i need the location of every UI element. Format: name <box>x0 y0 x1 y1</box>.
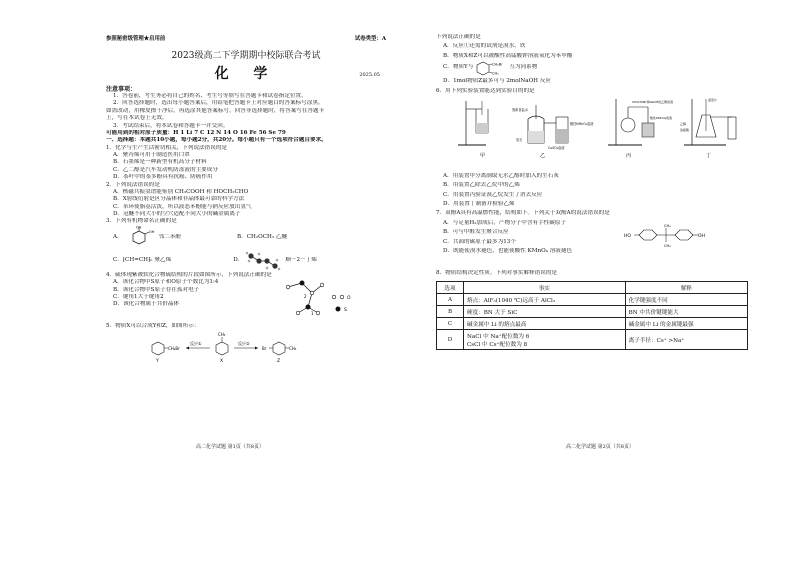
q5c-ch3: CH₃ <box>492 71 500 76</box>
row-c-fact: 碱金属中 Li 的熔点最高 <box>464 318 626 330</box>
q7-block <box>436 220 760 268</box>
q5-reaction-scheme <box>106 331 346 365</box>
notice-2b: 如需改动，用橡皮擦干净后，再选涂其他答案标号。回答非选择题时，将答案写在答题卡 <box>106 107 325 114</box>
q2-option-d: D．冠醚不同大小的空穴适配不同大小的碱金属离子 <box>113 211 241 217</box>
q8-stem: 8．物质结构决定性质。下列对事实解释错误的是 <box>436 269 558 276</box>
apparatus-ding <box>680 97 736 159</box>
row-c-explanation: 碱金属中 Li 的金属键最强 <box>625 318 747 330</box>
q7-option-a: A．与足量H₂加成后，产物分子中含有手性碳原子 <box>443 219 567 226</box>
q5-y-ch2br: CH₂Br <box>168 345 180 351</box>
row-a-option: A <box>437 294 464 306</box>
confidentiality-label: 参照秘密级管理★启用前 <box>106 36 166 42</box>
label-bing: 丙 <box>626 152 632 159</box>
label-jia: 甲 <box>480 152 486 159</box>
bing-reagent: CH₃CH₂Br和NaOH的乙醇溶液 <box>632 99 674 104</box>
row-d-fact <box>464 330 626 350</box>
q4-option-c: C．键角1大于键角2 <box>113 293 164 300</box>
label-yi: 乙 <box>540 152 546 159</box>
col-explanation: 解释 <box>625 282 747 294</box>
q6-stem: 6．用下列实验装置能达到实验目的的是 <box>436 87 535 94</box>
q8-table-header <box>437 282 748 294</box>
q7-option-c: C．共面的碳原子最多为13个 <box>443 238 516 245</box>
row-d-fact-1: NaCl 中 Na⁺配位数为 6 <box>467 333 530 340</box>
q3-d-ball-stick-model <box>243 250 283 272</box>
notice-1: 1．答卷前，考生务必将自己的姓名、考生号等填写在答题卡和试卷指定位置。 <box>113 93 307 99</box>
q7-oh: OH <box>698 233 705 239</box>
subject-row <box>106 61 386 83</box>
q4-legend-o: O <box>347 296 351 302</box>
subject-title: 化 学 <box>214 66 278 82</box>
q7-ho: HO <box>624 233 631 239</box>
q1-stem: 1．化学与生产生活密切相关，下列说法错误的是 <box>106 144 228 151</box>
svg-text:OH: OH <box>148 229 155 234</box>
q6-option-c: C．用装置丙验证溴乙烷发生了消去反应 <box>443 191 543 198</box>
q7-bisphenol-a-structure <box>622 220 722 250</box>
q5-z-br: Br <box>262 345 267 351</box>
q1-option-d: D．茶叶中的茶多酚具有抗癌、防癌作用 <box>113 174 213 181</box>
q3-row-cd <box>106 250 386 272</box>
q5-z-ch3: CH₃ <box>289 345 297 351</box>
q5-option-b: B．物质X和Z可以被酸性高锰酸钾溶液氧化为苯甲酸 <box>443 52 573 59</box>
q3-a-label: A． <box>113 234 123 241</box>
row-b-fact: 硬度：BN 大于 SiC <box>464 306 626 318</box>
footer-page-2: 高二化学试题 第2页（共8页） <box>566 444 634 450</box>
q4-angle-2: 2 <box>304 294 307 300</box>
q1-option-c: C．乙二醇是汽车发动机防冻液的主要成分 <box>113 166 218 173</box>
paper-type: 试卷类型：A <box>354 36 386 42</box>
ding-sulfuric: 浓硫酸 <box>680 127 690 132</box>
yi-saturated-brine: 饱和食盐水 <box>512 107 528 112</box>
row-c-option: C <box>437 318 464 330</box>
section-1-heading: 一、选择题：本题共10小题，每小题2分，共20分。每小题只有一个选项符合题目要求。 <box>106 137 327 144</box>
q6-option-b: B．用装置乙除去乙烷中的乙烯 <box>443 182 520 189</box>
yi-calcium-carbide: 电石 <box>516 137 523 142</box>
q3-a-oh: OH <box>135 225 142 230</box>
q2-option-a: A．核磁共振氢谱能鉴别 CH₃COOH 和 HOCH₂CHO <box>113 188 249 195</box>
q4-structure-diagram <box>278 273 358 319</box>
row-d-option: D <box>437 330 464 350</box>
q4-legend-s: S <box>344 308 347 314</box>
q5-option-c-tail: 互为同系物 <box>509 64 538 71</box>
q2-option-b: B．X射线衍射是区分晶体和非晶体最可靠的科学方法 <box>113 196 245 203</box>
q3-a-structure <box>123 226 157 250</box>
label-ding: 丁 <box>706 152 712 159</box>
notice-3: 3．考试结束后，将本试卷和答题卡一并交回。 <box>113 122 229 129</box>
table-row <box>437 330 748 350</box>
q2-option-c: C．革环使脂基活泼，所以液态苯酚能与钠反应放出氢气 <box>113 203 252 210</box>
page-header <box>106 34 386 42</box>
q3-option-c: C．⁅CH=CH⁆ₙ 聚乙烯 <box>113 257 172 264</box>
q5-reaction-2: 反应② <box>238 340 250 346</box>
atomic-masses: 可能用到的相对原子质量：H 1 Li 7 C 12 N 14 O 16 Fe 56 Se 79 <box>106 129 286 136</box>
table-row <box>437 294 748 306</box>
q5-stem: 5．物质X可以合成Y和Z，如图所示： <box>106 323 200 330</box>
notice-2c: 上，写在本试卷上无效。 <box>106 115 168 122</box>
q6-apparatus-figure <box>436 95 756 167</box>
table-row <box>437 306 748 318</box>
ding-ethanol: 乙醇 <box>680 121 687 126</box>
q5-reaction-1: 反应① <box>190 340 202 346</box>
table-row <box>437 318 748 330</box>
yi-kmno4: 酸性KMnO₄溶液 <box>570 121 594 126</box>
q7-stem: 7．双酚A具有高温燃性能，结构如下。下列关于双酚A的说法错误的是 <box>436 210 610 217</box>
bing-kmno4: 酸性KMnO₄溶液 <box>650 115 673 120</box>
yi-cuso4: CuSO₄溶液 <box>548 145 565 150</box>
q4-option-d: D．该化合物属于共价晶体 <box>113 301 180 308</box>
row-b-explanation: BN 中共价键键能大 <box>625 306 747 318</box>
apparatus-bing <box>608 99 673 159</box>
q3-d-label: D． <box>233 257 244 264</box>
q4-block <box>106 279 386 323</box>
q3-a-name: 邻二苯酚 <box>158 234 182 241</box>
q5-label-y: Y <box>156 358 159 364</box>
row-a-explanation: 化学键强度不同 <box>625 294 747 306</box>
q4-stem: 4．硫体现紫被软化合物硫结构的片段如图所示，下列说法正确的是 <box>106 271 272 278</box>
row-a-fact: 熔点：AlF₃(1040 ℃)远高于 AlCl₃ <box>464 294 626 306</box>
q5-label-x: X <box>220 358 224 364</box>
q5-option-a: A．反应①还需的试剂是溴水、铁 <box>443 43 526 50</box>
q5-label-z: Z <box>277 358 281 364</box>
row-b-option: B <box>437 306 464 318</box>
q5-option-c-text: C．物质Y与 <box>443 64 474 71</box>
q6-option-a: A．用装置甲分离制取无水乙醇时加入的生石灰 <box>443 172 559 179</box>
apparatus-jia <box>458 101 488 159</box>
q7-ch3-bottom: CH₃ <box>664 243 671 248</box>
q4-angle-1: 1 <box>311 311 314 317</box>
row-d-explanation: 离子半径：Cs⁺ >Na⁺ <box>625 330 747 350</box>
q6-option-d: D．用装置丁制备并检验乙烯 <box>443 201 515 207</box>
q3-stem: 3．下列有机物命名正确的是 <box>106 218 177 225</box>
col-option: 选项 <box>437 282 464 294</box>
q4-option-a: A．该化合物中S原子和O原子个数比为1:4 <box>113 279 219 286</box>
notice-2: 2．回答选择题时，选出每小题答案后，用铅笔把答题卡上对应题目的答案标号涂黑。 <box>113 100 324 107</box>
q1-option-b: B．石墨烯是一种新型有机高分子材料 <box>113 159 207 166</box>
q7-ch3-top: CH₃ <box>664 223 671 228</box>
q2-stem: 2．下列说法错误的是 <box>106 181 160 188</box>
q7-option-d: D．既能使溴水褪色，也能使酸性 KMnO₄ 溶液褪色 <box>443 247 573 254</box>
q7-option-b: B．可与甲醛发生聚合反应 <box>443 229 509 236</box>
footer-page-1: 高二化学试题 第1页（共8页） <box>196 444 264 450</box>
apparatus-yi <box>512 105 594 159</box>
q5-intro: 下列说法正确的是 <box>436 34 481 40</box>
notice-title: 注意事项： <box>106 86 137 93</box>
row-d-fact-2: CsCl 中 Cs⁺配位数为 8 <box>467 341 528 348</box>
exam-date: 2025.05 <box>359 72 380 78</box>
q5-option-c <box>436 60 760 76</box>
ding-thermometer: 温度计 <box>708 97 718 102</box>
q4-option-b: B．该化合物中S原子存在孤对电子 <box>113 286 200 293</box>
q5-x-ch3: CH₃ <box>218 331 226 337</box>
q8-table <box>436 281 748 350</box>
q3-option-b: B．CH₃OCH₃ 乙醚 <box>237 234 288 241</box>
q5-option-d: D．1mol物质Z最多可与 2molNaOH 反应 <box>443 78 552 85</box>
page-right <box>400 0 800 566</box>
q1-option-a: A．聚丙烯可用于制造医用口罩 <box>113 152 190 158</box>
exam-title: 2023级高二下学期期中校际联合考试 <box>171 51 321 61</box>
q5c-ch2br: CH₂Br <box>492 62 503 67</box>
q3-d-name: 顺－2－丁烯 <box>285 257 317 264</box>
col-fact: 事实 <box>464 282 626 294</box>
q3-row-ab <box>106 226 386 250</box>
q5-option-c-structure <box>473 60 509 76</box>
